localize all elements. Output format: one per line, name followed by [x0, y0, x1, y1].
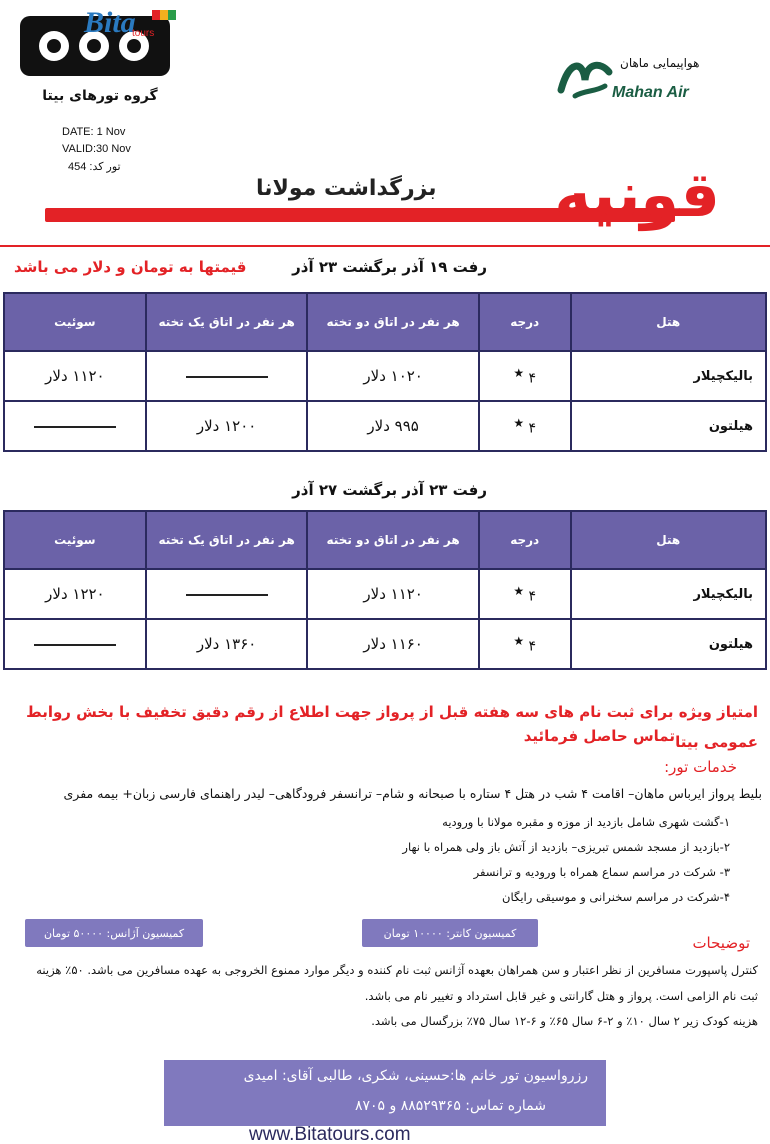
grade-value: ۴ — [528, 420, 537, 437]
col-hotel: هتل — [571, 511, 766, 569]
hotel-grade — [479, 351, 571, 401]
grade-value: ۴ — [528, 370, 537, 387]
commission-counter-badge: کمیسیون کانتر: ۱۰۰۰۰ تومان — [362, 919, 538, 947]
services-main: بلیط پرواز ایرباس ماهان– اقامت ۴ شب در هتل ۴ ستاره با صبحانه و شام– ترانسفر فرودگاهی– لیدر راهنمای فارسی زبان+ بیمه مفری — [63, 786, 762, 801]
star-icon: ★ — [513, 415, 525, 430]
col-suite: سوئیت — [4, 293, 146, 351]
tour-code: تور کد: 454 — [68, 161, 121, 173]
table-row — [4, 619, 766, 669]
hotel-grade — [479, 569, 571, 619]
price-double: ۱۱۶۰ دلار — [307, 619, 478, 669]
hotel-name: بالیکچیلار — [571, 351, 766, 401]
col-single: هر نفر در اتاق یک تخته — [146, 511, 308, 569]
promo-line-1: امتیاز ویژه برای ثبت نام های سه هفته قبل از پرواز جهت اطلاع از رقم دقیق تخفیف با بخش روابط عمومی بیتا — [26, 703, 758, 751]
unavailable-dash — [186, 594, 268, 596]
service-item: ۲-بازدید از مسجد شمس تبریزی– بازدید از آتش باز ولی همراه با نهار — [402, 840, 730, 854]
note-line: ثبت نام الزامی است. پرواز و هتل گارانتی و غیر قابل استرداد و تغییر نام می باشد. — [364, 989, 758, 1003]
col-double: هر نفر در اتاق دو تخته — [307, 293, 478, 351]
services-title: خدمات تور: — [664, 758, 737, 776]
col-double: هر نفر در اتاق دو تخته — [307, 511, 478, 569]
mahan-logo-fa: هواپیمایی ماهان — [620, 56, 700, 70]
star-icon: ★ — [513, 633, 525, 648]
price-single — [146, 569, 308, 619]
price-double: ۹۹۵ دلار — [307, 401, 478, 451]
unavailable-dash — [186, 376, 268, 378]
website-link[interactable]: www.Bitatours.com — [249, 1124, 411, 1144]
divider — [0, 245, 770, 247]
table-row — [4, 351, 766, 401]
valid-text: VALID:30 Nov — [62, 143, 131, 155]
price-suite: ۱۱۲۰ دلار — [4, 351, 146, 401]
rates-table-1 — [3, 292, 767, 452]
note-line: کنترل پاسپورت مسافرین از نظر اعتبار و سن همراهان بعهده آژانس ثبت نام کننده و دیگر موارد ممنوع الخروجی به عهده مسافرین می باشد. ۵۰٪ هزینه — [36, 963, 758, 977]
star-icon: ★ — [513, 365, 525, 380]
table-row — [4, 569, 766, 619]
page-title: قونیه — [554, 158, 720, 231]
bita-logo-wordmark: Bita — [84, 6, 136, 39]
col-hotel: هتل — [571, 293, 766, 351]
section-1-heading: رفت ۱۹ آذر برگشت ۲۳ آذر — [292, 258, 487, 276]
unavailable-dash — [34, 426, 116, 428]
mahan-emblem-icon — [555, 50, 615, 110]
hotel-name: بالیکچیلار — [571, 569, 766, 619]
promo-line-2: تماس حاصل فرمائید — [523, 727, 675, 745]
price-suite — [4, 619, 146, 669]
page-subtitle: بزرگداشت مولانا — [250, 176, 443, 201]
price-suite: ۱۲۲۰ دلار — [4, 569, 146, 619]
price-single: ۱۲۰۰ دلار — [146, 401, 308, 451]
col-grade: درجه — [479, 293, 571, 351]
section-2-heading: رفت ۲۳ آذر برگشت ۲۷ آذر — [292, 481, 487, 499]
notes-title: توضیحات — [692, 934, 750, 952]
price-single — [146, 351, 308, 401]
mahan-logo-en: Mahan Air — [612, 84, 689, 101]
note-line: هزینه کودک زیر ۲ سال ۱۰٪ و ۲-۶ سال ۶۵٪ و ۶-۱۲ سال ۷۵٪ بزرگسال می باشد. — [371, 1014, 758, 1028]
service-item: ۴-شرکت در مراسم سخنرانی و موسیقی رایگان — [502, 890, 730, 904]
bita-logo-tours: tours — [132, 28, 155, 39]
hotel-name: هیلتون — [571, 401, 766, 451]
unavailable-dash — [34, 644, 116, 646]
rates-table-2 — [3, 510, 767, 670]
col-grade: درجه — [479, 511, 571, 569]
service-item: ۱-گشت شهری شامل بازدید از موزه و مقبره مولانا با ورودیه — [442, 815, 730, 829]
price-double: ۱۰۲۰ دلار — [307, 351, 478, 401]
hotel-grade — [479, 619, 571, 669]
table-header-row — [4, 511, 766, 569]
star-icon: ★ — [513, 583, 525, 598]
reservation-contacts: رزرواسیون تور خانم ها:حسینی، شکری، طالبی آقای: امیدی — [243, 1068, 588, 1084]
hotel-grade — [479, 401, 571, 451]
grade-value: ۴ — [528, 588, 537, 605]
bita-subtitle: گروه تورهای بیتا — [42, 88, 158, 104]
date-text: DATE: 1 Nov — [62, 126, 126, 138]
col-suite: سوئیت — [4, 511, 146, 569]
price-double: ۱۱۲۰ دلار — [307, 569, 478, 619]
contact-box — [164, 1060, 606, 1126]
price-suite — [4, 401, 146, 451]
commission-agency-badge: کمیسیون آژانس: ۵۰۰۰۰ تومان — [25, 919, 203, 947]
price-note: قیمتها به تومان و دلار می باشد — [14, 258, 247, 276]
table-row — [4, 401, 766, 451]
table-header-row — [4, 293, 766, 351]
col-single: هر نفر در اتاق یک تخته — [146, 293, 308, 351]
hotel-name: هیلتون — [571, 619, 766, 669]
price-single: ۱۳۶۰ دلار — [146, 619, 308, 669]
phone-numbers: شماره تماس: ۸۸۵۲۹۳۶۵ و ۸۷۰۵ — [354, 1098, 546, 1114]
service-item: ۳- شرکت در مراسم سماع همراه با ورودیه و ترانسفر — [473, 865, 730, 879]
grade-value: ۴ — [528, 638, 537, 655]
